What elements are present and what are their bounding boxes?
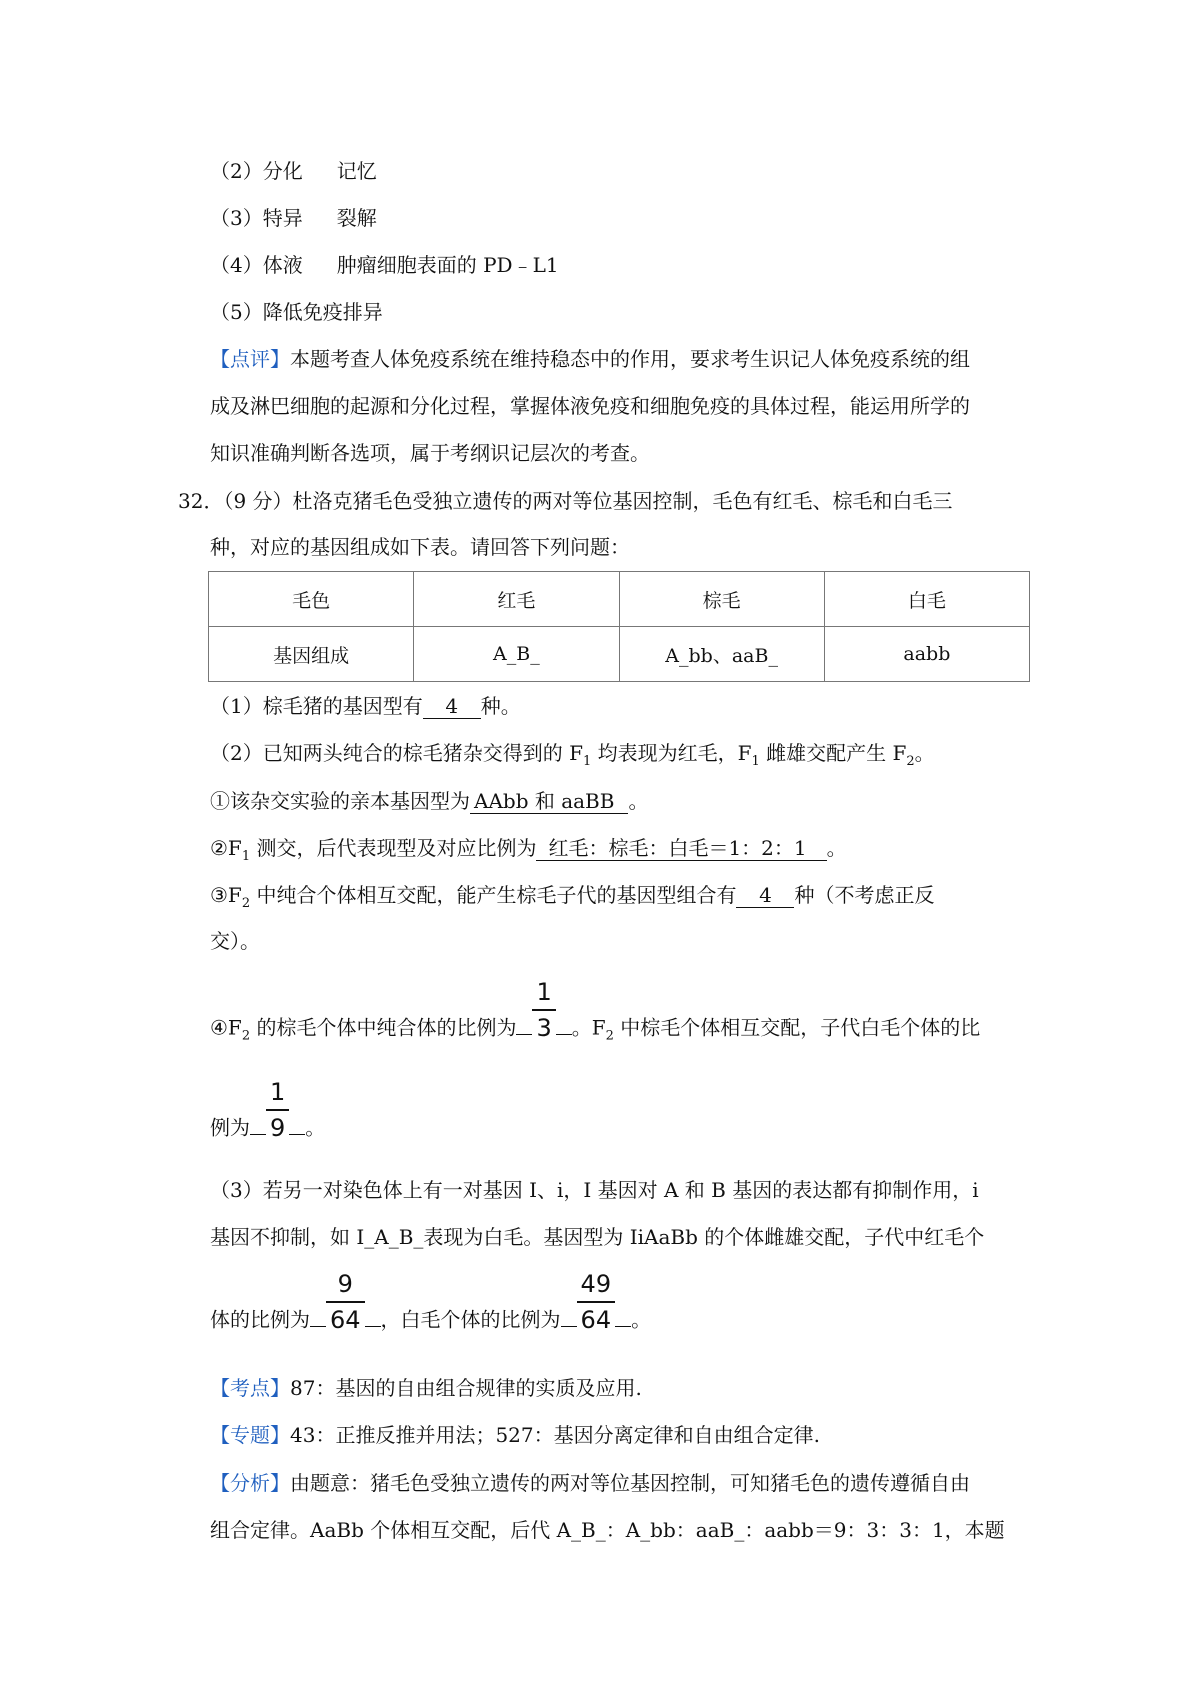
fenxi-line-2: 组合定律。AaBb 个体相互交配，后代 A_B_：A_bb：aaB_：aabb＝9：3：3：1，本题 bbox=[210, 1518, 1005, 1542]
sub-question-3-line-2: 交）。 bbox=[210, 929, 260, 953]
table-header: 白毛 bbox=[824, 572, 1029, 627]
review-line-1: 【点评】本题考查人体免疫系统在维持稳态中的作用，要求考生识记人体免疫系统的组 bbox=[210, 347, 970, 371]
zhuanti-tag: 【专题】 bbox=[210, 1423, 290, 1447]
zhuanti-line: 【专题】43：正推反推并用法；527：基因分离定律和自由组合定律. bbox=[210, 1423, 820, 1447]
table-header-row bbox=[209, 572, 1030, 627]
question-32-line-2: 种，对应的基因组成如下表。请回答下列问题： bbox=[210, 535, 630, 559]
answer-2: （2）分化 记忆 bbox=[210, 159, 377, 183]
table-header: 红毛 bbox=[414, 572, 619, 627]
fraction: $\frac{9}{64}$ bbox=[326, 1267, 365, 1337]
question-32-line-1: 32．（9 分）杜洛克猪毛色受独立遗传的两对等位基因控制，毛色有红毛、棕毛和白毛三 bbox=[178, 489, 953, 513]
review-tag: 【点评】 bbox=[210, 347, 290, 371]
answer-blank: 4 bbox=[736, 883, 794, 908]
fenxi-tag: 【分析】 bbox=[210, 1471, 290, 1495]
table-cell: A_bb、aaB_ bbox=[619, 627, 824, 682]
sub-question-1: ①该杂交实验的亲本基因型为 AAbb 和 aaBB 。 bbox=[210, 789, 649, 813]
table-header: 棕毛 bbox=[619, 572, 824, 627]
answer-4: （4）体液 肿瘤细胞表面的 PD﹣L1 bbox=[210, 253, 559, 277]
kaodian-tag: 【考点】 bbox=[210, 1376, 290, 1400]
table-cell: aabb bbox=[824, 627, 1029, 682]
sub-question-4-line-2: 例为 $\frac{1}{9}$ 。 bbox=[210, 1075, 325, 1164]
table-header: 毛色 bbox=[209, 572, 414, 627]
part-3-line-2: 基因不抑制，如 I_A_B_表现为白毛。基因型为 IiAaBb 的个体雌雄交配，子代中红毛个 bbox=[210, 1225, 985, 1249]
table-row bbox=[209, 627, 1030, 682]
sub-question-2: $②F_1$ 测交，后代表现型及对应比例为 红毛：棕毛：白毛＝1：2：1 。 bbox=[210, 836, 847, 864]
answer-5: （5）降低免疫排异 bbox=[210, 300, 383, 324]
answer-blank bbox=[250, 1075, 305, 1145]
fraction: $\frac{1}{3}$ bbox=[532, 975, 555, 1045]
review-line-2: 成及淋巴细胞的起源和分化过程，掌握体液免疫和细胞免疫的具体过程，能运用所学的 bbox=[210, 394, 970, 418]
review-line-3: 知识准确判断各选项，属于考纲识记层次的考查。 bbox=[210, 441, 650, 465]
answer-blank: 4 bbox=[423, 694, 481, 719]
sub-question-3: $③F_2$ 中纯合个体相互交配，能产生棕毛子代的基因型组合有 4 种（不考虑正反 bbox=[210, 883, 935, 911]
answer-blank bbox=[310, 1267, 381, 1337]
fenxi-line-1: 【分析】由题意：猪毛色受独立遗传的两对等位基因控制，可知猪毛色的遗传遵循自由 bbox=[210, 1471, 970, 1495]
answer-blank: AAbb 和 aaBB bbox=[470, 789, 628, 814]
genotype-table bbox=[208, 571, 1030, 682]
answer-3: （3）特异 裂解 bbox=[210, 206, 377, 230]
answer-blank bbox=[516, 975, 571, 1045]
sub-question-4: $④F_2$ 的棕毛个体中纯合体的比例为 $\frac{1}{3}$ 。$F_2$ 中棕毛个体相互交配，子代白毛个体的比 bbox=[210, 975, 980, 1073]
answer-blank: 红毛：棕毛：白毛＝1：2：1 bbox=[536, 836, 826, 861]
fraction: $\frac{1}{9}$ bbox=[266, 1075, 289, 1145]
part-3-line-3: 体的比例为 $\frac{9}{64}$ ，白毛个体的比例为 $\frac{49}{64}$ 。 bbox=[210, 1267, 651, 1356]
answer-blank bbox=[561, 1267, 632, 1337]
part-3-line-1: （3）若另一对染色体上有一对基因 I、i，I 基因对 A 和 B 基因的表达都有抑制作用，i bbox=[210, 1178, 979, 1202]
part-1: （1）棕毛猪的基因型有 4 种。 bbox=[210, 694, 521, 718]
kaodian-line: 【考点】87：基因的自由组合规律的实质及应用. bbox=[210, 1376, 642, 1400]
table-cell: A_B_ bbox=[414, 627, 619, 682]
table-cell: 基因组成 bbox=[209, 627, 414, 682]
part-2: （2）已知两头纯合的棕毛猪杂交得到的 $F_1$ 均表现为红毛，$F_1$ 雌雄交配产生 $F_2$。 bbox=[210, 741, 935, 769]
fraction: $\frac{49}{64}$ bbox=[577, 1267, 616, 1337]
